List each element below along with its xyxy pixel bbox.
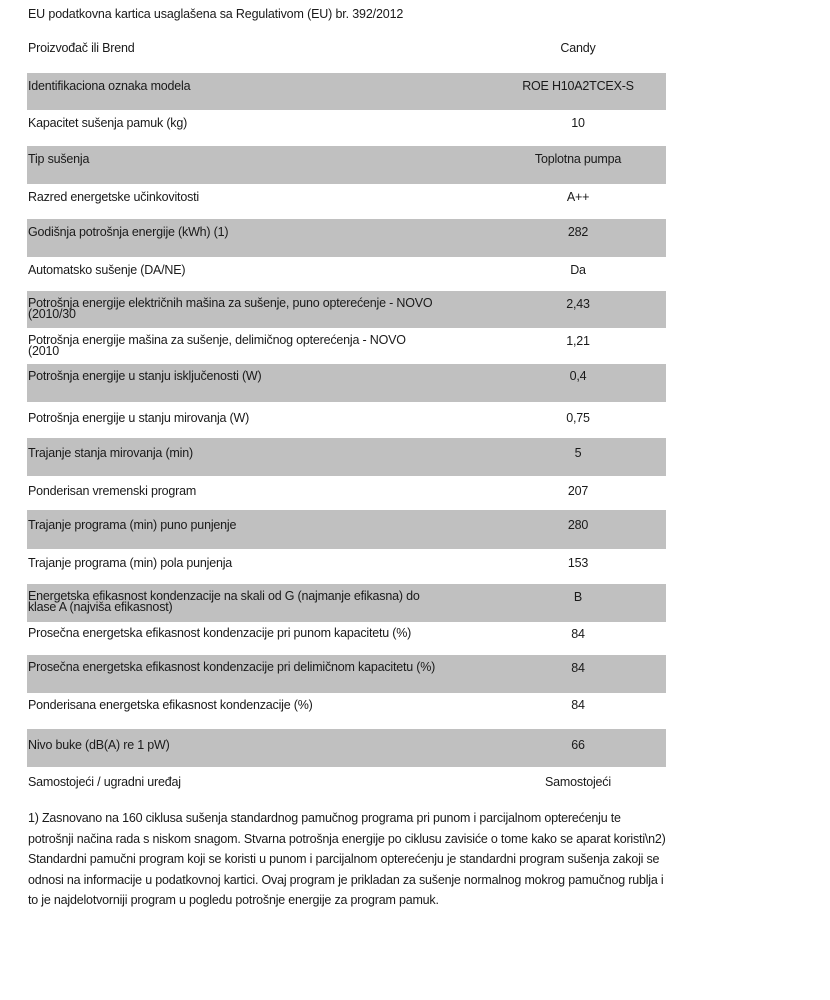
row-label: Proizvođač ili Brend: [28, 41, 135, 55]
row-value: 0,4: [569, 369, 587, 383]
row-label: Godišnja potrošnja energije (kWh) (1): [28, 225, 229, 239]
row-label: Potrošnja energije električnih mašina za sušenje, puno opterećenje - NOVO (2010/30: [28, 296, 433, 321]
document-title: EU podatkovna kartica usaglašena sa Regulativom (EU) br. 392/2012: [28, 7, 404, 21]
table-row: [27, 219, 666, 257]
row-value: 2,43: [566, 297, 590, 311]
row-label: Potrošnja energije u stanju mirovanja (W): [28, 411, 250, 425]
table-row: [27, 510, 666, 549]
table-row: [27, 693, 666, 729]
table-row: [27, 655, 666, 693]
table-row: [27, 438, 666, 476]
row-value: Da: [570, 263, 586, 277]
row-label: Potrošnja energije u stanju isključenosti (W): [28, 369, 262, 383]
row-label: Samostojeći / ugradni uređaj: [28, 775, 181, 789]
row-value: 10: [571, 116, 585, 130]
row-label: Nivo buke (dB(A) re 1 pW): [28, 738, 170, 752]
table-row: [27, 257, 666, 291]
table-row: [27, 291, 666, 328]
row-label: Ponderisana energetska efikasnost kondenzacije (%): [28, 698, 313, 712]
table-row: [27, 476, 666, 510]
table-row: [27, 146, 666, 184]
row-label: Kapacitet sušenja pamuk (kg): [28, 116, 188, 130]
footnote: 1) Zasnovano na 160 ciklusa sušenja standardnog pamučnog programa pri punom i parcijalnom opterećenju te potrošnji načina rada s niskom snagom. Stvarna potrošnja energije po ciklusu zavisiće o tome kako se aparat koristi\n2) Standardni pamučni program koji se koristi u punom i parcijalnom opterećenju je standardni program sušenja zakoji se odnosi na informacije u podatkovnoj kartici. Ovaj program je prikladan za sušenje normalnog mokrog pamučnog rublja i to je najdelotvorniji program u pogledu potrošnje energije za program pamuk.: [28, 811, 666, 907]
row-value: Toplotna pumpa: [534, 152, 622, 166]
table-row: [27, 767, 666, 801]
row-label: Energetska efikasnost kondenzacije na skali od G (najmanje efikasna) do klase A (najviša efikasnost): [28, 589, 420, 614]
row-value: B: [573, 590, 583, 604]
row-label: Potrošnja energije mašina za sušenje, delimičnog opterećenja - NOVO (2010: [28, 333, 406, 358]
row-value: ROE H10A2TCEX-S: [522, 79, 634, 93]
table-row: [27, 364, 666, 402]
row-label: Trajanje programa (min) pola punjenja: [28, 556, 233, 570]
table-row: [27, 73, 666, 110]
table-row: [27, 622, 666, 655]
table-row: [27, 110, 666, 146]
row-value: 5: [574, 446, 582, 460]
row-value: 207: [567, 484, 589, 498]
row-value: 84: [571, 627, 585, 641]
row-value: 66: [571, 738, 585, 752]
row-value: 0,75: [566, 411, 590, 425]
table-row: [27, 328, 666, 364]
row-label: Razred energetske učinkovitosti: [28, 190, 199, 204]
row-label: Tip sušenja: [28, 152, 90, 166]
row-value: 84: [571, 698, 585, 712]
row-value: 1,21: [566, 334, 590, 348]
row-value: Samostojeći: [545, 775, 611, 789]
table-row: [27, 402, 666, 438]
table-row: [27, 729, 666, 767]
row-label: Prosečna energetska efikasnost kondenzacije pri delimičnom kapacitetu (%): [28, 660, 436, 674]
table-row: [27, 549, 666, 584]
row-value: A++: [566, 190, 590, 204]
row-label: Trajanje stanja mirovanja (min): [28, 446, 193, 460]
table-row: [27, 184, 666, 219]
row-label: Trajanje programa (min) puno punjenje: [28, 518, 237, 532]
row-label: Identifikaciona oznaka modela: [28, 79, 191, 93]
row-label: Ponderisan vremenski program: [28, 484, 197, 498]
row-value: 153: [567, 556, 589, 570]
row-value: 84: [571, 661, 585, 675]
row-value: 282: [567, 225, 589, 239]
table-row: [27, 584, 666, 622]
row-label: Automatsko sušenje (DA/NE): [28, 263, 186, 277]
table-row: [27, 35, 666, 72]
row-value: 280: [567, 518, 589, 532]
row-value: Candy: [560, 41, 596, 55]
row-label: Prosečna energetska efikasnost kondenzacije pri punom kapacitetu (%): [28, 626, 412, 640]
